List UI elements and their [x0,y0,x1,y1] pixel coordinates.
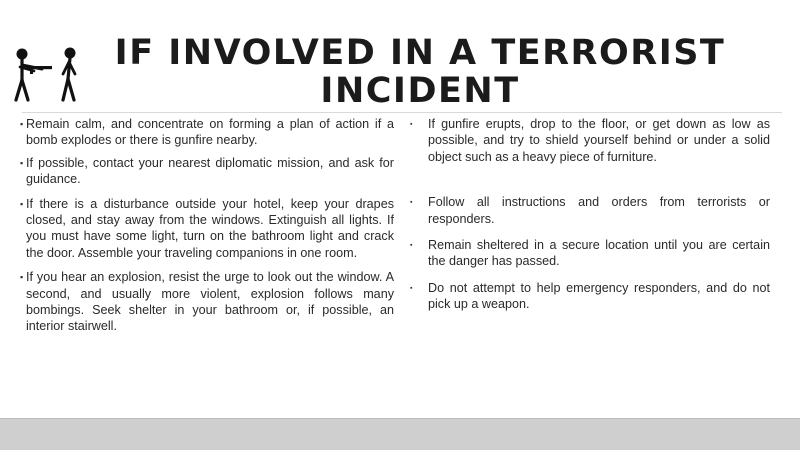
list-item [408,280,770,313]
title-divider [22,112,782,113]
list-item-text: If possible, contact your nearest diplomatic mission, and ask for guidance. [26,155,394,187]
bullet-marker: ▪ [20,198,24,209]
list-item [20,116,394,149]
bullet-marker: ▪ [410,121,413,128]
list-item [20,155,394,188]
bullet-marker: ▪ [20,272,24,283]
left-bullet-list [20,116,394,335]
list-item [408,194,770,227]
list-item-text: If there is a disturbance outside your hotel, keep your drapes closed, and stay away from the windows. Extinguish all lights. If you must have some light, turn on the bathroom light and crack the door. Assemble your traveling companions in one room. [26,196,394,260]
bullet-marker: ▪ [410,284,413,292]
list-item-text: Do not attempt to help emergency responders, and do not pick up a weapon. [428,280,770,312]
list-item [20,196,394,262]
stick-figures-gunman-icon [8,46,88,104]
list-item-text: Remain sheltered in a secure location until you are certain the danger has passed. [428,238,770,269]
list-item-text: Follow all instructions and orders from terrorists or responders. [428,195,770,226]
slide-title: IF INVOLVED IN A TERRORIST INCIDENT [114,33,726,111]
footer-bar [0,419,800,450]
list-item-text: If gunfire erupts, drop to the floor, or get down as low as possible, and try to shield yourself behind or under a solid object such as a heavy piece of furniture. [428,117,770,164]
right-bullet-list [408,116,770,313]
bullet-marker: ▪ [410,199,413,207]
list-item [408,237,770,270]
bullet-marker: ▪ [20,157,24,168]
list-item-text: If you hear an explosion, resist the urge to look out the window. A second, and usually more violent, explosion follows many bombings. Seek shelter in your bathroom or, if possible, an interior stairwell. [26,270,394,334]
list-item-text: Remain calm, and concentrate on forming a plan of action if a bomb explodes or there is gunfire nearby. [26,117,394,148]
list-item [408,116,770,165]
bullet-marker: ▪ [20,119,24,129]
bullet-marker: ▪ [410,242,413,250]
list-item [20,269,394,335]
